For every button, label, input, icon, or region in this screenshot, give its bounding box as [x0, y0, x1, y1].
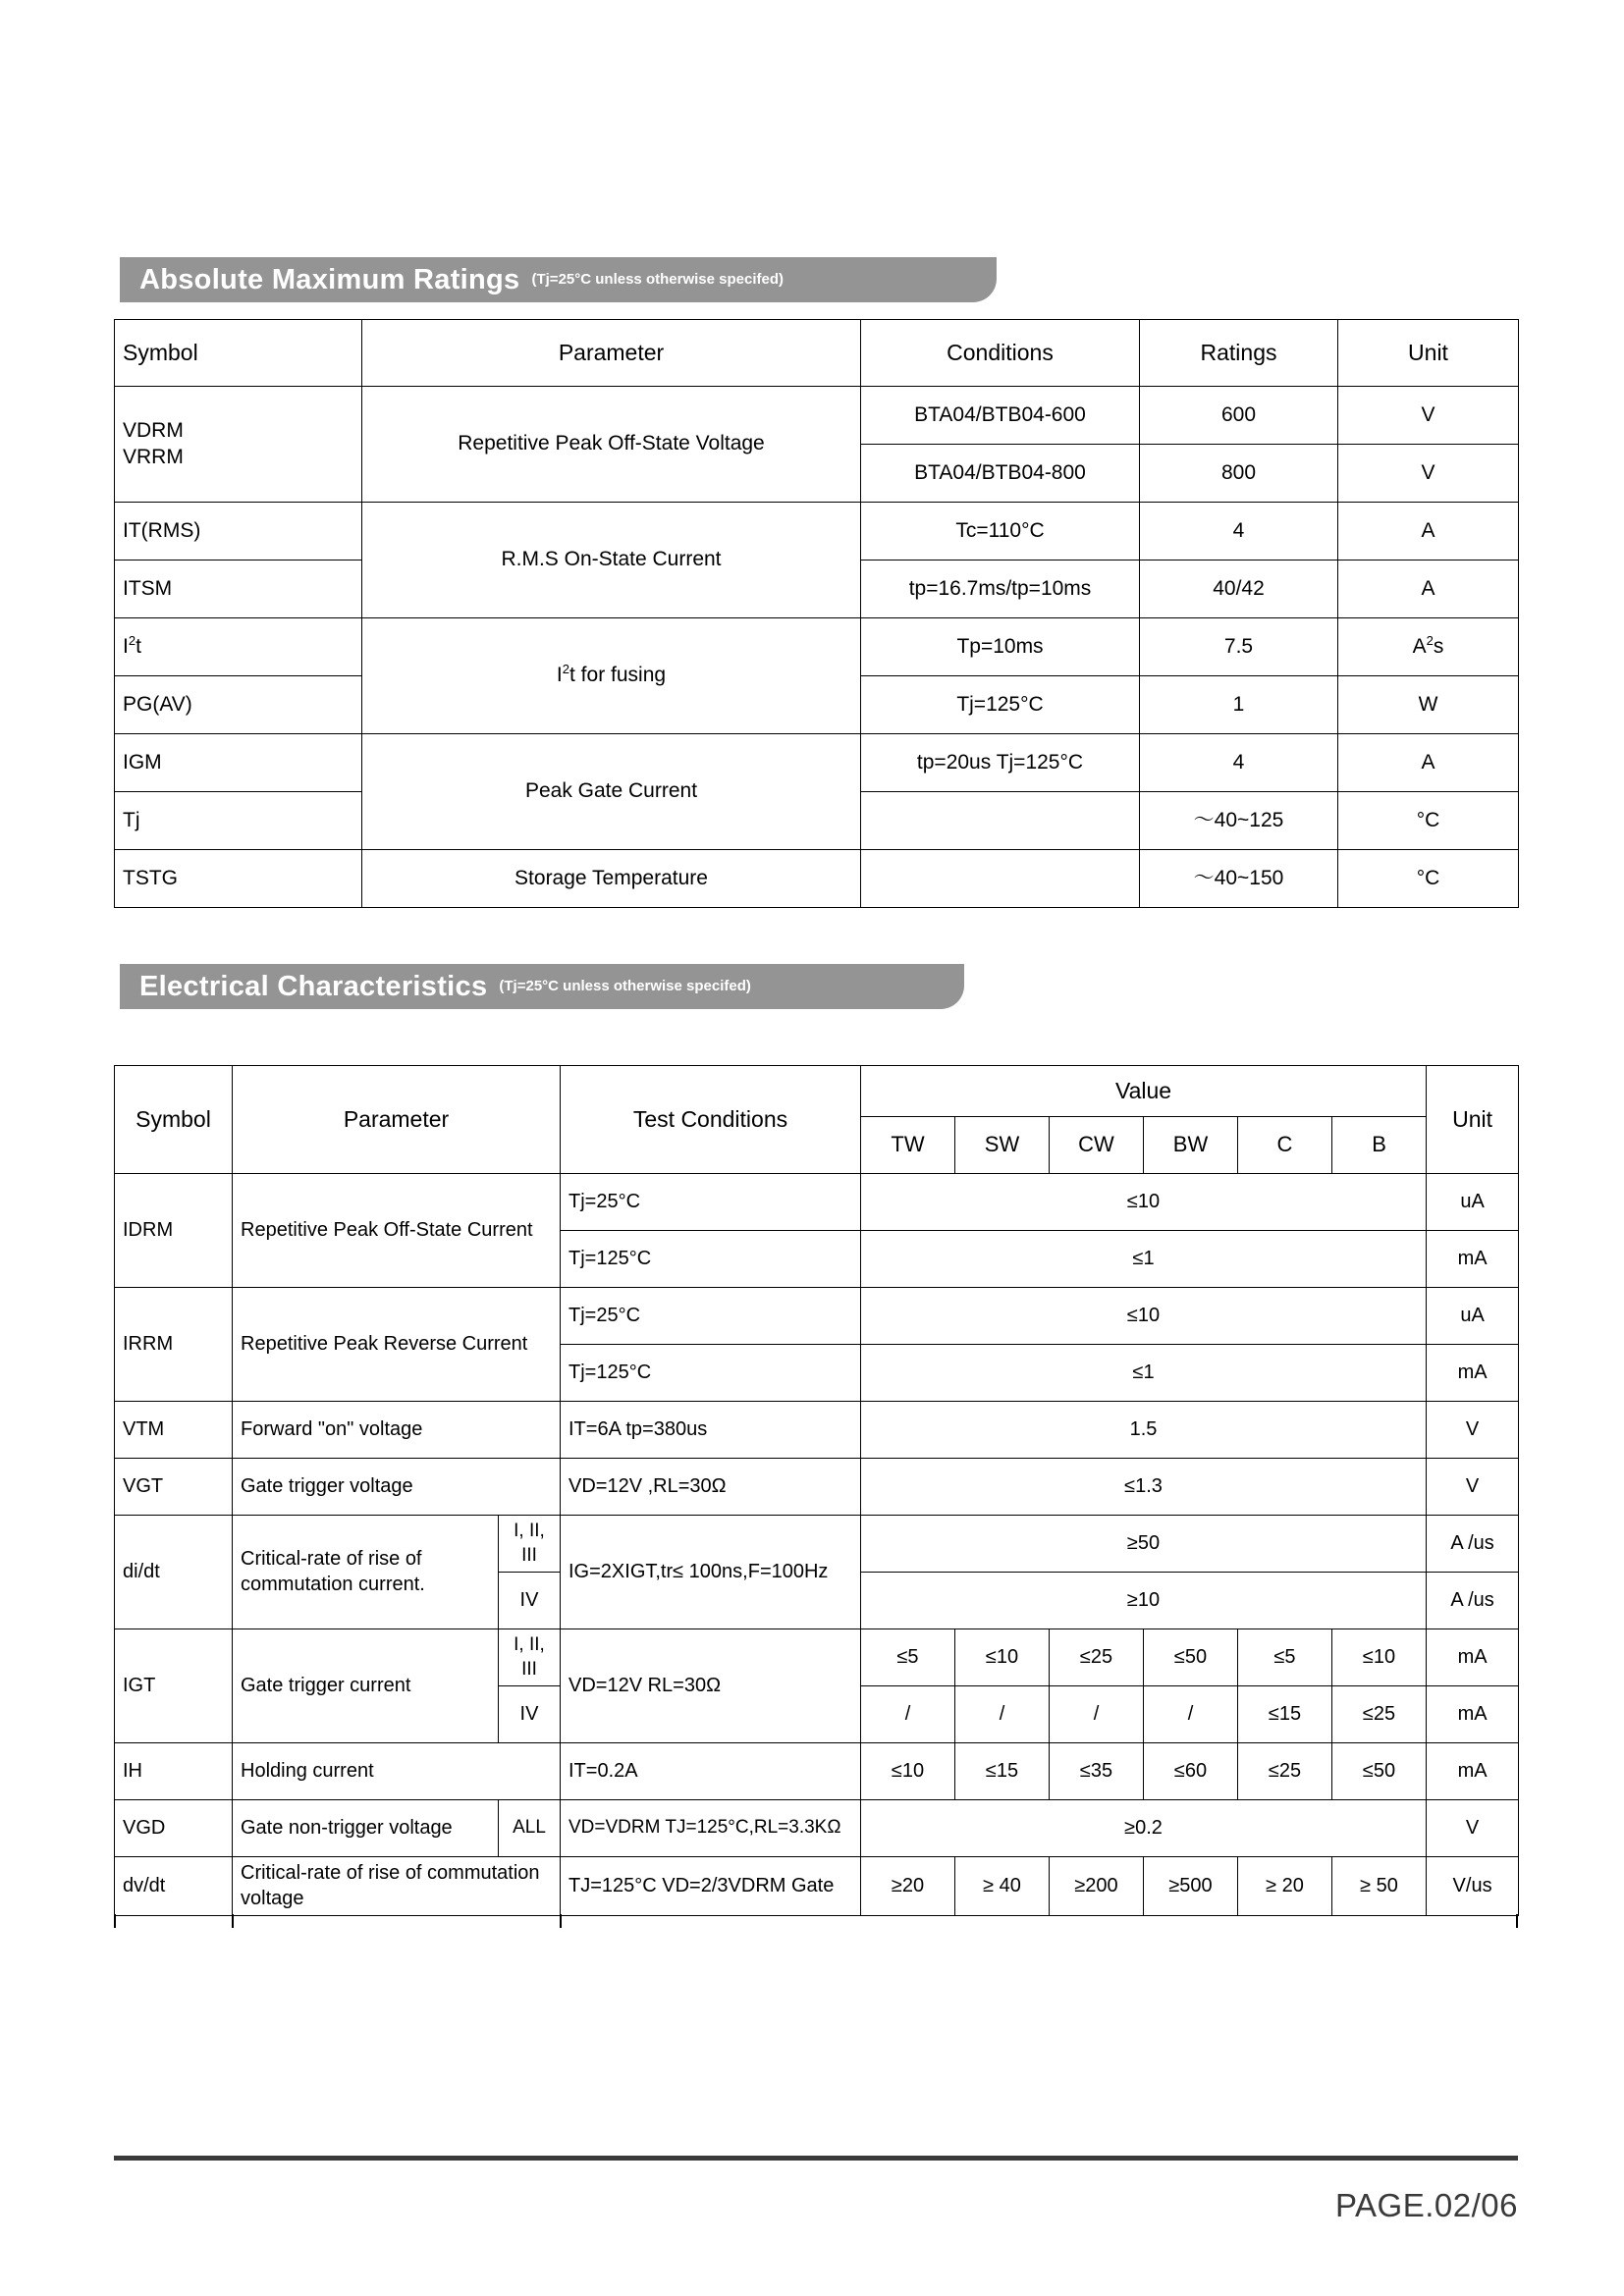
table-row	[115, 1629, 1519, 1686]
cell-value-b: ≤10	[1332, 1629, 1427, 1686]
cell-symbol: VGD	[115, 1800, 233, 1857]
cell-symbol: dv/dt	[115, 1857, 233, 1916]
column-header-test-conditions: Test Conditions	[561, 1066, 861, 1174]
cell-quadrant: I, II, III	[499, 1629, 561, 1686]
section-banner-electrical-characteristics	[120, 964, 964, 1009]
cell-conditions: Tp=10ms	[861, 618, 1140, 676]
cell-value-span: ≤10	[861, 1288, 1427, 1345]
column-header-value-sw: SW	[955, 1117, 1050, 1174]
absolute-maximum-ratings-table	[114, 319, 1519, 908]
cell-unit: V/us	[1427, 1857, 1519, 1916]
cell-test-conditions: VD=VDRM TJ=125°C,RL=3.3KΩ	[561, 1800, 861, 1857]
cell-symbol: IGM	[115, 734, 362, 792]
cell-value-tw: ≥20	[861, 1857, 955, 1916]
cell-unit: W	[1338, 676, 1519, 734]
page-number: PAGE.02/06	[1334, 2187, 1518, 2223]
cell-conditions: tp=16.7ms/tp=10ms	[861, 561, 1140, 618]
column-header-value-c: C	[1238, 1117, 1332, 1174]
symbol-line-1: VDRM	[123, 418, 184, 442]
cell-test-conditions: IT=6A tp=380us	[561, 1402, 861, 1459]
cell-unit: A	[1338, 503, 1519, 561]
cell-symbol: VGT	[115, 1459, 233, 1516]
cell-unit: mA	[1427, 1743, 1519, 1800]
cell-test-conditions: VD=12V ,RL=30Ω	[561, 1459, 861, 1516]
cell-quadrant: IV	[499, 1686, 561, 1743]
column-header-ratings: Ratings	[1140, 320, 1338, 387]
table-row	[115, 1516, 1519, 1573]
cell-conditions: Tj=125°C	[861, 676, 1140, 734]
column-header-value-bw: BW	[1144, 1117, 1238, 1174]
cell-ratings: 4	[1140, 503, 1338, 561]
cell-unit: uA	[1427, 1288, 1519, 1345]
cell-value-span: ≤1.3	[861, 1459, 1427, 1516]
table-header-row	[115, 320, 1519, 387]
cell-symbol: TSTG	[115, 850, 362, 908]
cell-parameter: Critical-rate of rise of commutation current.	[233, 1516, 499, 1629]
cell-unit: mA	[1427, 1231, 1519, 1288]
table-row	[115, 1174, 1519, 1231]
cell-ratings: 40/42	[1140, 561, 1338, 618]
cell-value-tw: ≤5	[861, 1629, 955, 1686]
table-row	[115, 1459, 1519, 1516]
table-truncation-stub	[1516, 1914, 1518, 1928]
cell-symbol: PG(AV)	[115, 676, 362, 734]
cell-value-span: ≤1	[861, 1345, 1427, 1402]
cell-symbol: IRRM	[115, 1288, 233, 1402]
column-header-value-cw: CW	[1050, 1117, 1144, 1174]
cell-ratings: ～40~125	[1140, 792, 1338, 850]
cell-unit: mA	[1427, 1629, 1519, 1686]
table-header-row-1	[115, 1066, 1519, 1117]
cell-unit: mA	[1427, 1345, 1519, 1402]
symbol-line-2: VRRM	[123, 445, 184, 468]
cell-parameter: Gate trigger current	[233, 1629, 499, 1743]
cell-ratings: 4	[1140, 734, 1338, 792]
section-banner-absolute-maximum-ratings	[120, 257, 997, 302]
cell-test-conditions: Tj=25°C	[561, 1174, 861, 1231]
column-header-value-b: B	[1332, 1117, 1427, 1174]
cell-symbol: Tj	[115, 792, 362, 850]
cell-value-bw: ≥500	[1144, 1857, 1238, 1916]
cell-value-bw: ≤60	[1144, 1743, 1238, 1800]
cell-value-c: ≤5	[1238, 1629, 1332, 1686]
table-truncation-stub	[560, 1914, 562, 1928]
cell-unit: V	[1338, 387, 1519, 445]
cell-symbol: IDRM	[115, 1174, 233, 1288]
cell-ratings: 800	[1140, 445, 1338, 503]
cell-parameter: Holding current	[233, 1743, 561, 1800]
column-header-unit: Unit	[1427, 1066, 1519, 1174]
cell-test-conditions: Tj=125°C	[561, 1231, 861, 1288]
cell-value-sw: ≥ 40	[955, 1857, 1050, 1916]
table-row	[115, 618, 1519, 676]
cell-test-conditions: IT=0.2A	[561, 1743, 861, 1800]
column-header-value: Value	[861, 1066, 1427, 1117]
table-truncation-stub	[232, 1914, 234, 1928]
cell-symbol: VTM	[115, 1402, 233, 1459]
cell-symbol: di/dt	[115, 1516, 233, 1629]
cell-quadrant: ALL	[499, 1800, 561, 1857]
cell-unit: A /us	[1427, 1573, 1519, 1629]
cell-value-span: ≤1	[861, 1231, 1427, 1288]
cell-symbol: IT(RMS)	[115, 503, 362, 561]
cell-value-b: ≥ 50	[1332, 1857, 1427, 1916]
cell-symbol: ITSM	[115, 561, 362, 618]
cell-value-sw: ≤10	[955, 1629, 1050, 1686]
cell-value-span: 1.5	[861, 1402, 1427, 1459]
table-row	[115, 734, 1519, 792]
cell-symbol: IH	[115, 1743, 233, 1800]
cell-ratings: 7.5	[1140, 618, 1338, 676]
cell-quadrant: I, II, III	[499, 1516, 561, 1573]
cell-parameter: Repetitive Peak Off-State Current	[233, 1174, 561, 1288]
cell-unit: V	[1427, 1800, 1519, 1857]
cell-test-conditions: VD=12V RL=30Ω	[561, 1629, 861, 1743]
cell-value-span: ≤10	[861, 1174, 1427, 1231]
cell-value-tw: /	[861, 1686, 955, 1743]
cell-value-sw: ≤15	[955, 1743, 1050, 1800]
table-row	[115, 850, 1519, 908]
cell-parameter: R.M.S On-State Current	[362, 503, 861, 618]
cell-ratings: 600	[1140, 387, 1338, 445]
cell-unit: $A^2s$	[1338, 618, 1519, 676]
cell-parameter: Repetitive Peak Off-State Voltage	[362, 387, 861, 503]
section-title-ec: Electrical Characteristics	[139, 970, 488, 1002]
cell-unit: °C	[1338, 792, 1519, 850]
cell-test-conditions: TJ=125°C VD=2/3VDRM Gate	[561, 1857, 861, 1916]
cell-unit: V	[1427, 1459, 1519, 1516]
cell-unit: A	[1338, 734, 1519, 792]
cell-conditions	[861, 792, 1140, 850]
column-header-symbol: Symbol	[115, 1066, 233, 1174]
cell-value-c: ≤25	[1238, 1743, 1332, 1800]
cell-conditions: Tc=110°C	[861, 503, 1140, 561]
cell-test-conditions: Tj=25°C	[561, 1288, 861, 1345]
cell-unit: mA	[1427, 1686, 1519, 1743]
section-note-ec: (Tj=25°C unless otherwise specifed)	[499, 977, 751, 994]
cell-unit: °C	[1338, 850, 1519, 908]
table-row	[115, 1743, 1519, 1800]
table-row	[115, 1800, 1519, 1857]
column-header-parameter: Parameter	[362, 320, 861, 387]
cell-unit: uA	[1427, 1174, 1519, 1231]
column-header-value-tw: TW	[861, 1117, 955, 1174]
table-row	[115, 1402, 1519, 1459]
section-note-amr: (Tj=25°C unless otherwise specifed)	[531, 270, 784, 288]
cell-value-cw: ≤25	[1050, 1629, 1144, 1686]
cell-conditions: BTA04/BTB04-600	[861, 387, 1140, 445]
cell-symbol: IGT	[115, 1629, 233, 1743]
cell-value-cw: ≤35	[1050, 1743, 1144, 1800]
table-row	[115, 387, 1519, 445]
cell-value-tw: ≤10	[861, 1743, 955, 1800]
column-header-conditions: Conditions	[861, 320, 1140, 387]
cell-unit: V	[1427, 1402, 1519, 1459]
cell-parameter: Repetitive Peak Reverse Current	[233, 1288, 561, 1402]
cell-parameter: Gate trigger voltage	[233, 1459, 561, 1516]
cell-conditions: BTA04/BTB04-800	[861, 445, 1140, 503]
cell-symbol: $I^2t$	[115, 618, 362, 676]
cell-parameter: $I^2t$ for fusing	[362, 618, 861, 734]
cell-unit: V	[1338, 445, 1519, 503]
cell-value-cw: /	[1050, 1686, 1144, 1743]
cell-value-span: ≥50	[861, 1516, 1427, 1573]
cell-parameter: Critical-rate of rise of commutation voltage	[233, 1857, 561, 1916]
column-header-unit: Unit	[1338, 320, 1519, 387]
cell-unit: A /us	[1427, 1516, 1519, 1573]
footer-divider	[114, 2156, 1518, 2161]
cell-value-bw: /	[1144, 1686, 1238, 1743]
cell-test-conditions: Tj=125°C	[561, 1345, 861, 1402]
cell-parameter: Gate non-trigger voltage	[233, 1800, 499, 1857]
column-header-symbol: Symbol	[115, 320, 362, 387]
cell-test-conditions: IG=2XIGT,tr≤ 100ns,F=100Hz	[561, 1516, 861, 1629]
cell-value-bw: ≤50	[1144, 1629, 1238, 1686]
table-row	[115, 1288, 1519, 1345]
cell-value-c: ≤15	[1238, 1686, 1332, 1743]
cell-symbol	[115, 387, 362, 503]
cell-ratings: ～40~150	[1140, 850, 1338, 908]
column-header-parameter: Parameter	[233, 1066, 561, 1174]
cell-quadrant: IV	[499, 1573, 561, 1629]
cell-value-span: ≥10	[861, 1573, 1427, 1629]
cell-value-span: ≥0.2	[861, 1800, 1427, 1857]
cell-parameter: Forward "on" voltage	[233, 1402, 561, 1459]
table-row	[115, 503, 1519, 561]
cell-value-sw: /	[955, 1686, 1050, 1743]
cell-unit: A	[1338, 561, 1519, 618]
cell-value-c: ≥ 20	[1238, 1857, 1332, 1916]
cell-ratings: 1	[1140, 676, 1338, 734]
cell-parameter: Peak Gate Current	[362, 734, 861, 850]
electrical-characteristics-table	[114, 1065, 1519, 1916]
table-row	[115, 1857, 1519, 1916]
section-title-amr: Absolute Maximum Ratings	[139, 263, 520, 295]
cell-value-cw: ≥200	[1050, 1857, 1144, 1916]
cell-value-b: ≤25	[1332, 1686, 1427, 1743]
cell-conditions: tp=20us Tj=125°C	[861, 734, 1140, 792]
cell-parameter: Storage Temperature	[362, 850, 861, 908]
cell-conditions	[861, 850, 1140, 908]
cell-value-b: ≤50	[1332, 1743, 1427, 1800]
table-truncation-stub	[114, 1914, 116, 1928]
